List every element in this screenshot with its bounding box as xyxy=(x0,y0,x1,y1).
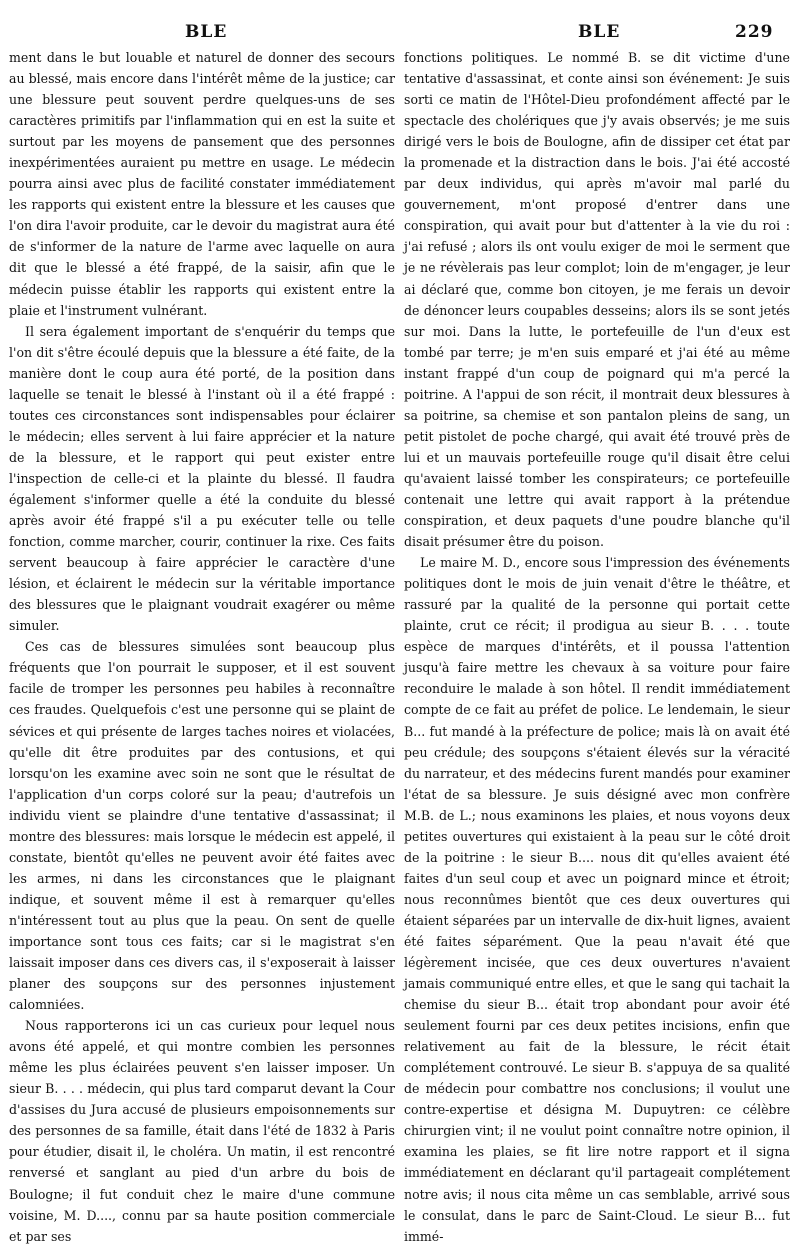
left-column xyxy=(9,47,395,1247)
paragraph: Il sera également important de s'enquérir du temps que l'on dit s'être écoulé depuis que la blessure a été faite, de la manière dont le coup aura été porté, de la position dans laquelle se tenait le blessé à l'instant où il a été frappé : toutes ces circonstances sont indispensables pour éclairer le médecin; elles servent à lui faire apprécier et la nature de la blessure, et le rapport qui peut exister entre l'inspection de celle-ci et la plainte du blessé. Il faudra également s'informer quelle a été la conduite du blessé après avoir été frappé s'il a pu exécuter telle ou telle fonction, comme marcher, courir, continuer la rixe. Ces faits servent beaucoup à faire apprécier le caractère d'une lésion, et éclairent le médecin sur la véritable importance des blessures que le plaignant voudrait exagérer ou même simuler. xyxy=(9,323,395,634)
page-number: 229 xyxy=(735,22,774,42)
left-running-head: BLE xyxy=(185,22,228,42)
paragraph: Le maire M. D., encore sous l'impression des événements politiques dont le mois de juin venait d'être le théâtre, et rassuré par la qualité de la personne qui portait cette plainte, crut ce récit; il prodigua au sieur B. . . . toute espèce de marques d'intérêts, et il poussa l'attention jusqu'à faire mettre les chevaux à sa voiture pour faire reconduire le malade à son hôtel. Il rendit immédiatement compte de ce fait au préfet de police. Le lendemain, le sieur B... fut mandé à la préfecture de police; mais là on avait été peu crédule; des soupçons s'étaient élevés sur la véracité du narrateur, et des médecins furent mandés pour examiner l'état de sa blessure. Je suis désigné avec mon confrère M.B. de L.; nous examinons les plaies, et nous voyons deux petites ouvertures qui existaient à la peau sur le côté droit de la poitrine : le sieur B.... nous dit qu'elles avaient été faites d'un seul coup et avec un poignard mince et étroit; nous reconnûmes bientôt que ces deux ouvertures qui étaient séparées par un intervalle de dix-huit lignes, avaient été faites séparément. Que la peau n'avait été que légèrement incisée, que ces deux ouvertures n'avaient jamais communiqué entre elles, et que le sang qui tachait la chemise du sieur B... était trop abondant pour avoir été seulement fourni par ces deux petites incisions, enfin que relativement au fait de la blessure, le récit était complétement controuvé. Le sieur B. s'appuya de sa qualité de médecin pour combattre nos conclusions; il voulut une contre-expertise et désigna M. Dupuytren: ce célèbre chirurgien vint; il ne voulut point connaître notre opinion, il examina les plaies, se fit lire notre rapport et il signa immédiatement en déclarant qu'il partageait complétement notre avis; il nous cita même un cas semblable, arrivé sous le consulat, dans le parc de Saint-Cloud. Le sieur B... fut immé- xyxy=(404,555,790,1244)
paragraph: ment dans le but louable et naturel de donner des secours au blessé, mais encore dans l'intérêt même de la justice; car une blessure peut souvent perdre quelques-uns de ses caractères primitifs par l'inflammation qui en est la suite et surtout par les moyens de pansement que des personnes inexpérimentées auraient pu mettre en usage. Le médecin pourra ainsi avec plus de facilité constater immédiatement les rapports qui existent entre la blessure et les causes que l'on dira l'avoir produite, car le devoir du magistrat aura été de s'informer de la nature de l'arme avec laquelle on aura dit que le blessé a été frappé, de la saisir, afin que le médecin puisse établir les rapports qui existent entre la plaie et l'instrument vulnérant. xyxy=(9,50,395,318)
right-column xyxy=(404,47,790,1247)
paragraph: Ces cas de blessures simulées sont beaucoup plus fréquents que l'on pourrait le supposer, et il est souvent facile de tromper les personnes peu habiles à reconnaître ces fraudes. Quelquefois c'est une personne qui se plaint de sévices et qui présente de larges taches noires et violacées, qu'elle dit être produites par des contusions, et qui lorsqu'on les examine avec soin ne sont que le résultat de l'application d'un corps coloré sur la peau; d'autrefois un individu vient se plaindre d'une tentative d'assassinat; il montre des blessures: mais lorsque le médecin est appelé, il constate, bientôt qu'elles ne peuvent avoir été faites avec les armes, ni dans les circonstances que le plaignant indique, et souvent même il est à remarquer qu'elles n'intéressent tout au plus que la peau. On sent de quelle importance sont tous ces faits; car si le magistrat s'en laissait imposer dans ces divers cas, il s'exposerait à laisser planer des soupçons sur des personnes injustement calomniées. xyxy=(9,639,395,1013)
paragraph: fonctions politiques. Le nommé B. se dit victime d'une tentative d'assassinat, et conte ainsi son événement: Je suis sorti ce matin de l'Hôtel-Dieu profondément affecté par le spectacle des cholériques que j'y avais observés; je me suis dirigé vers le bois de Boulogne, afin de dissiper cet état par la promenade et la distraction dans le bois. J'ai été accosté par deux individus, qui après m'avoir mal parlé du gouvernement, m'ont proposé d'entrer dans une conspiration, qui avait pour but d'attenter à la vie du roi : j'ai refusé ; alors ils ont voulu exiger de moi le serment que je ne révèlerais pas leur complot; loin de m'engager, je leur ai déclaré que, comme bon citoyen, je me ferais un devoir de dénoncer leurs coupables desseins; alors ils se sont jetés sur moi. Dans la lutte, le portefeuille de l'un d'eux est tombé par terre; je m'en suis emparé et j'ai été au même instant frappé d'un coup de poignard qui m'a percé la poitrine. A l'appui de son récit, il montrait deux blessures à sa poitrine, sa chemise et son pantalon pleins de sang, un petit pistolet de poche chargé, qui avait été trouvé près de lui et un mauvais portefeuille rouge qu'il disait être celui qu'avaient laissé tomber les conspirateurs; ce portefeuille contenait une lettre qui avait rapport à la prétendue conspiration, et deux paquets d'une poudre blanche qu'il disait présumer être du poison. xyxy=(404,50,790,550)
paragraph: Nous rapporterons ici un cas curieux pour lequel nous avons été appelé, et qui montre combien les personnes même les plus éclairées peuvent s'en laisser imposer. Un sieur B. . . . médecin, qui plus tard comparut devant la Cour d'assises du Jura accusé de plusieurs empoisonnements sur des personnes de sa famille, était dans l'été de 1832 à Paris pour étudier, disait il, le choléra. Un matin, il est rencontré renversé et sanglant au pied d'un arbre du bois de Boulogne; il fut conduit chez le maire d'une commune voisine, M. D...., connu par sa haute position commerciale et par ses xyxy=(9,1018,395,1244)
running-header xyxy=(0,22,800,46)
right-running-head: BLE xyxy=(578,22,621,42)
